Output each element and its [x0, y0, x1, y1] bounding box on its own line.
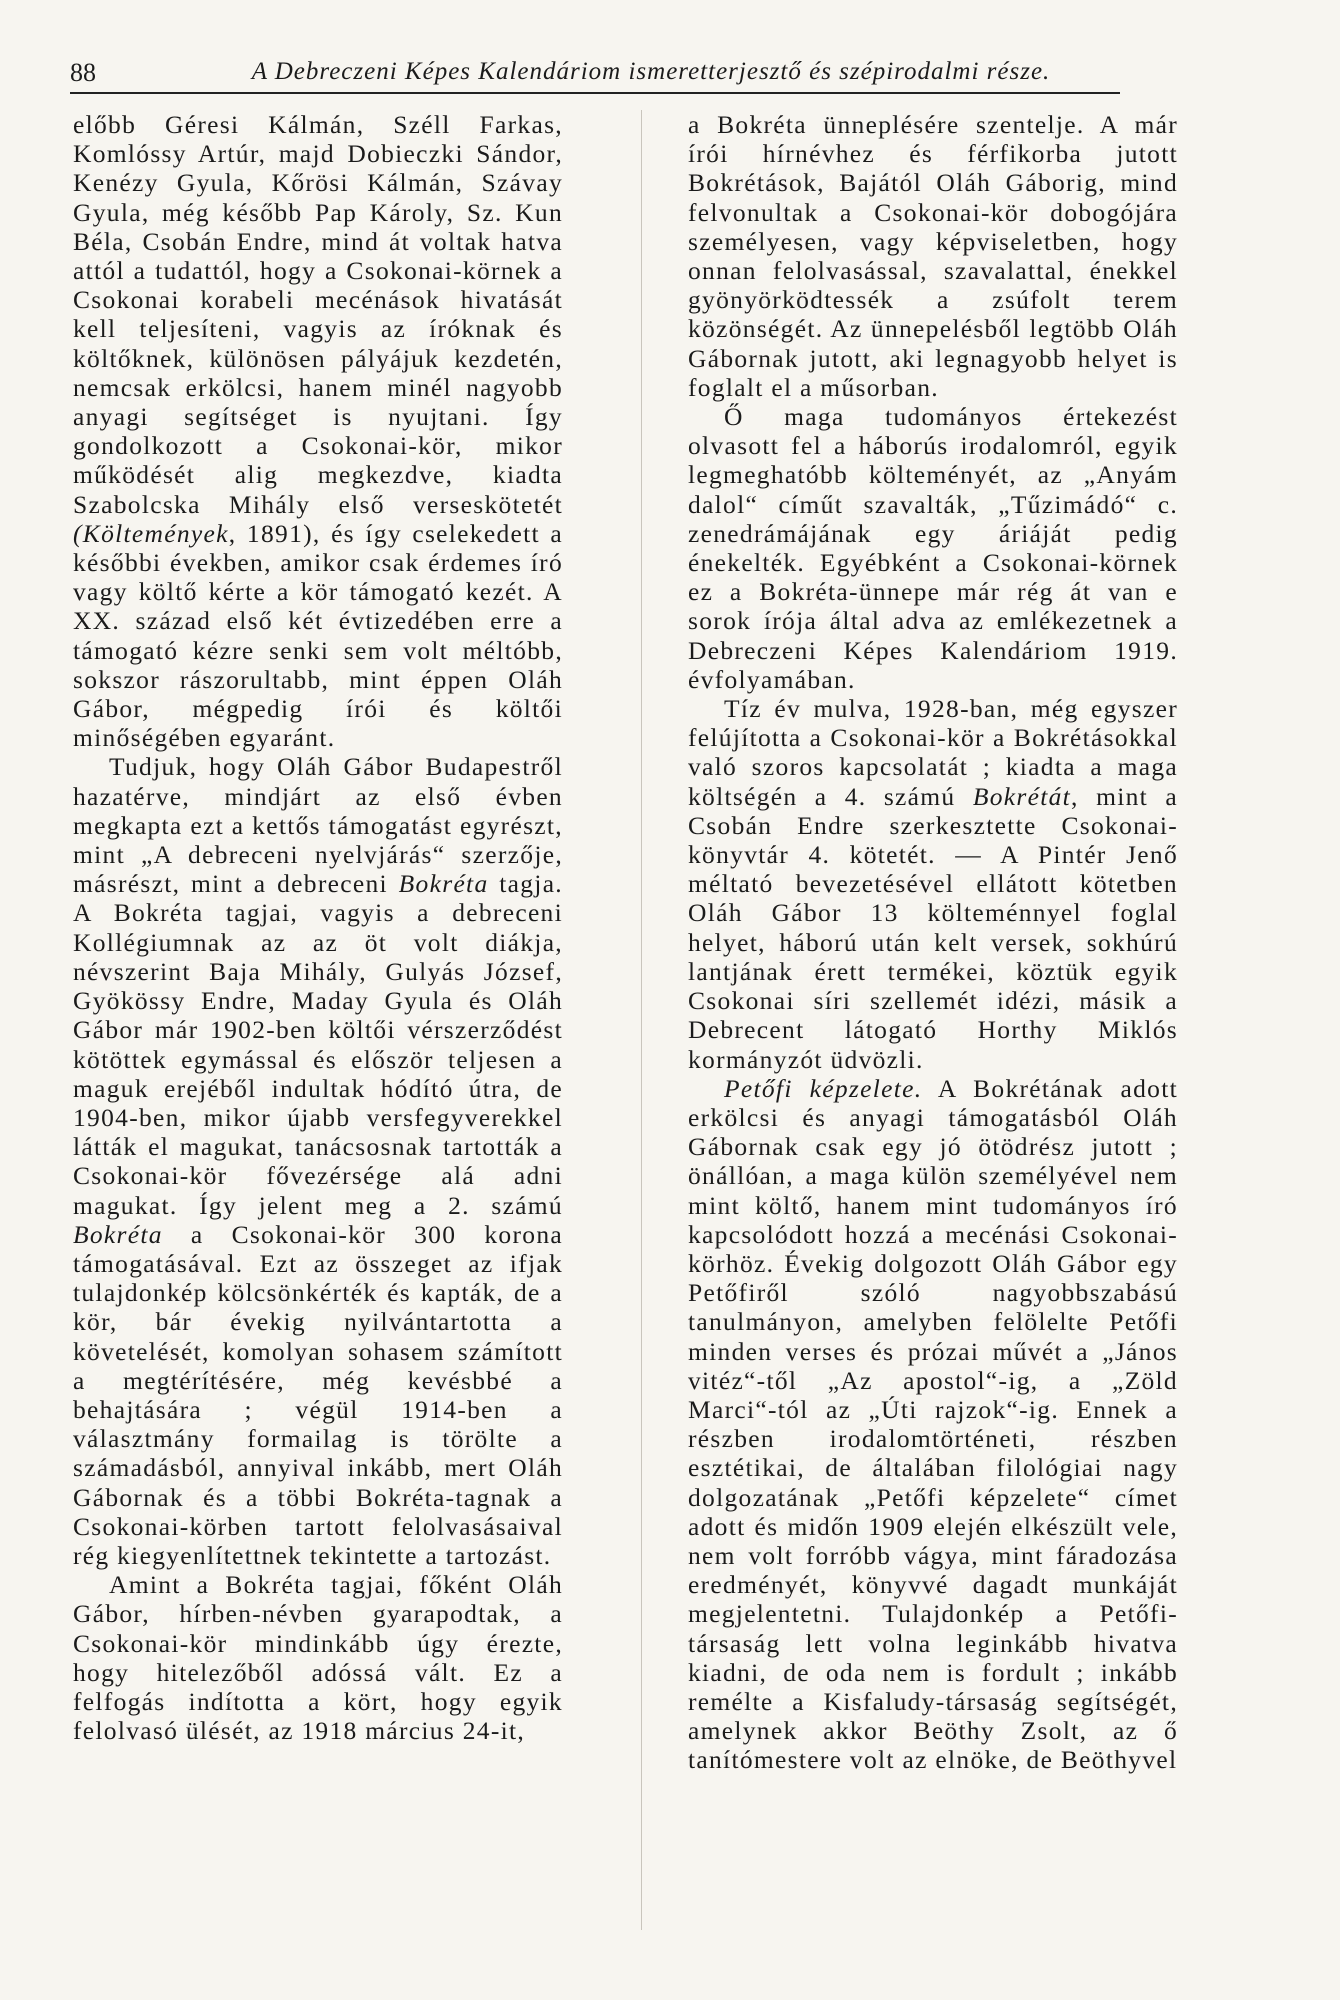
- text: , mint a Csobán Endre szerkesztette Csokonai-könyvtár 4. kötetét. — A Pintér Jenő méltató bevezetésével ellátott kötetben Oláh Gábor 13 költeménnyel foglal helyet, háború után kelt versek, sokhúrú lantjának érett termékei, köztük egyik Csokonai síri szellemét idézi, másik a Debrecent látogató Horthy Miklós kormányzót üdvözli.: [688, 781, 1178, 1074]
- left-column: [73, 110, 563, 1745]
- right-paragraph-1: a Bokréta ünneplésére szentelje. A már írói hírnévhez és férfikorba jutott Bokrétások, Bajától Oláh Gáborig, mind felvonultak a Csokonai-kör dobogójára személyesen, vagy képviseletben, hogy onnan felolvasással, szavalattal, énekkel gyönyörködtessék a zsúfolt terem közönségét. Az ünnepelésből legtöbb Oláh Gábornak jutott, aki legnagyobb helyet is foglalt el a műsorban.: [688, 110, 1178, 402]
- italic-title: Bokréta: [398, 869, 489, 899]
- italic-title: (Költemények: [73, 518, 229, 548]
- right-paragraph-4: [688, 1074, 1178, 1775]
- text: Tíz év mulva, 1928-ban, még egyszer felújította a Csokonai-kör a Bokrétásokkal való szoros kapcsolatát ; kiadta a maga költségén a 4. számú: [688, 694, 1178, 811]
- text: előbb Géresi Kálmán, Széll Farkas, Komlóssy Artúr, majd Dobieczki Sándor, Kenézy Gyula, Kőrösi Kálmán, Szávay Gyula, még később Pap Károly, Sz. Kun Béla, Csobán Endre, mind át voltak hatva attól a tudattól, hogy a Csokonai-körnek a Csokonai korabeli mecénások hivatását kell teljesíteni, vagyis az íróknak és költőknek, különösen pályájuk kezdetén, nemcsak erkölcsi, hanem minél nagyobb anyagi segítséget is nyujtani. Így gondolkozott a Csokonai-kör, mikor működését alig megkezdve, kiadta Szabolcska Mihály első verseskötetét: [73, 110, 563, 519]
- right-column: [688, 110, 1178, 1775]
- running-head: A Debreczeni Képes Kalendáriom ismeretterjesztő és szépirodalmi része.: [251, 58, 1051, 85]
- column-divider: [641, 110, 642, 1930]
- text: , 1891), és így cselekedett a későbbi években, amikor csak érdemes író vagy költő kérte a kör támogató kezét. A XX. század első két évtizedében erre a támogató kézre senki sem volt méltóbb, sokszor rászorultabb, mint éppen Oláh Gábor, mégpedig írói és költői minőségében egyaránt.: [73, 518, 563, 753]
- left-paragraph-1: [73, 110, 563, 752]
- text: a Csokonai-kör 300 korona támogatásával. Ezt az összeget az ifjak tulajdonkép kölcsönkérték és kapták, de a kör, bár évekig nyilvántartotta a követelését, komolyan sohasem számított a megtérítésére, még kevésbbé a behajtására ; végül 1914-ben a választmány formailag is törölte a számadásból, annyival inkább, mert Oláh Gábornak és a többi Bokréta-tagnak a Csokonai-körben tartott felolvasásaival rég kiegyenlítettnek tekintette a tartozást.: [73, 1219, 563, 1570]
- italic-title: Bokrétát: [972, 781, 1072, 811]
- right-paragraph-2: Ő maga tudományos értekezést olvasott fel a háborús irodalomról, egyik legmeghatóbb költeményét, az „Anyám dalol“ címűt szavalták, „Tűzimádó“ c. zenedrámájának egy áriáját pedig énekelték. Egyébként a Csokonai-körnek ez a Bokréta-ünnepe már rég át van e sorok írója által adva az emlékezetnek a Debreczeni Képes Kalendáriom 1919. évfolyamában.: [688, 402, 1178, 694]
- right-paragraph-3: [688, 694, 1178, 1074]
- left-paragraph-3: Amint a Bokréta tagjai, főként Oláh Gábor, hírben-névben gyarapodtak, a Csokonai-kör mindinkább úgy érezte, hogy hitelezőből adóssá vált. Ez a felfogás indította a kört, hogy egyik felolvasó ülését, az 1918 március 24-it,: [73, 1570, 563, 1746]
- left-paragraph-2: [73, 752, 563, 1570]
- text: Tudjuk, hogy Oláh Gábor Budapestről hazatérve, mindjárt az első évben megkapta ezt a kettős támogatást egyrészt, mint „A debreceni nyelvjárás“ szerzője, másrészt, mint a debreceni: [73, 752, 563, 899]
- text: tagja. A Bokréta tagjai, vagyis a debreceni Kollégiumnak az az öt volt diákja, névszerint Baja Mihály, Gulyás József, Gyökössy Endre, Maday Gyula és Oláh Gábor már 1902-ben költői vérszerződést kötöttek egymással és először teljesen a maguk erejéből indultak hódító útra, de 1904-ben, mikor újabb versfegyverekkel látták el magukat, tanácsosnak tartották a Csokonai-kör fővezérsége alá adni magukat. Így jelent meg a 2. számú: [73, 869, 563, 1220]
- page-number: 88: [70, 58, 96, 87]
- page-header: [70, 52, 1120, 94]
- italic-title: Bokréta: [73, 1219, 163, 1249]
- text: A Bokrétának adott erkölcsi és anyagi támogatásból Oláh Gábornak csak egy jó ötödrész jutott ; önállóan, a maga külön személyével nem mint költő, hanem mint tudományos író kapcsolódott hozzá a mecénási Csokonai-körhöz. Évekig dolgozott Oláh Gábor egy Petőfiről szóló nagyobbszabású tanulmányon, amelyben felölelte Petőfi minden verses és prózai művét a „János vitéz“-től „Az apostol“-ig, a „Zöld Marci“-tól az „Úti rajzok“-ig. Ennek a részben irodalomtörténeti, részben esztétikai, de általában filológiai nagy dolgozatának „Petőfi képzelete“ címet adott és midőn 1909 elején elkészült vele, nem volt forróbb vágya, mint fáradozása eredményét, könyvvé dagadt munkáját megjelentetni. Tulajdonkép a Petőfi-társaság lett volna leginkább hivatva kiadni, de oda nem is fordult ; inkább remélte a Kisfaludy-társaság segítségét, amelynek akkor Beöthy Zsolt, az ő tanítómestere volt az elnöke, de Beöthyvel: [688, 1073, 1178, 1775]
- section-heading: Petőfi képzelete.: [724, 1073, 923, 1103]
